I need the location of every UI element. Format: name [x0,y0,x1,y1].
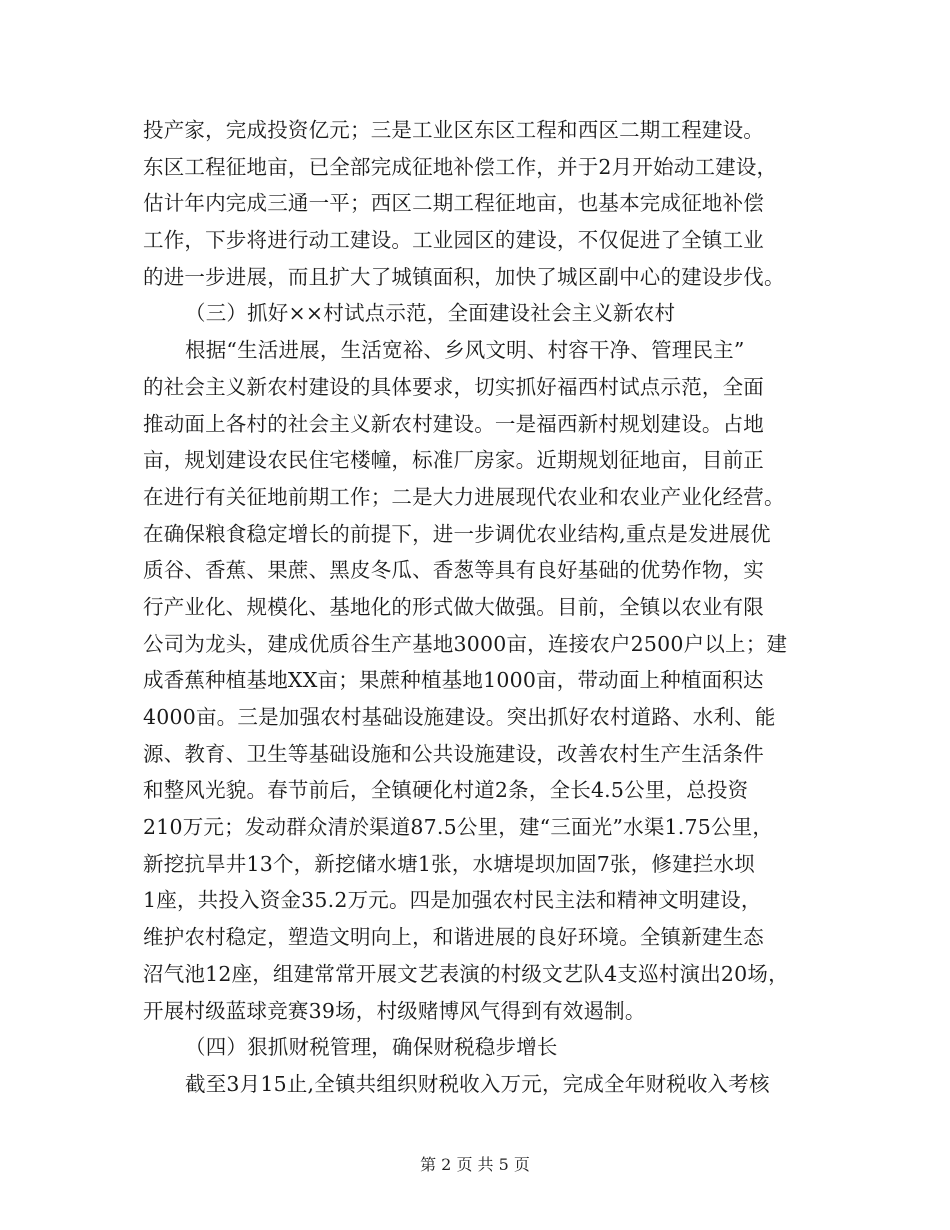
text-line: 源、教育、卫生等基础设施和公共设施建设，改善农村生产生活条件 [143,741,764,766]
page-number-footer: 第 2 页 共 5 页 [420,1155,530,1174]
text-line: 质谷、香蕉、果蔗、黑皮冬瓜、香葱等具有良好基础的优势作物，实 [143,558,764,583]
text-line: 在进行有关征地前期工作；二是大力进展现代农业和农业产业化经营。 [143,484,785,509]
text-line: 工作，下步将进行动工建设。工业园区的建设，不仅促进了全镇工业 [143,228,764,253]
text-line: 新挖抗旱井13个，新挖储水塘1张，水塘堤坝加固7张，修建拦水坝 [143,851,755,876]
text-line: 4000亩。三是加强农村基础设施建设。突出抓好农村道路、水利、能 [143,705,776,729]
text-line: 开展村级蓝球竞赛39场，村级赌博风气得到有效遏制。 [143,998,646,1023]
text-line: 公司为龙头，建成优质谷生产基地3000亩，连接农户2500户以上；建 [143,631,788,656]
section-heading-4: （四）狠抓财税管理，确保财税稳步增长 [185,1035,558,1060]
text-line: 维护农村稳定，塑造文明向上，和谐进展的良好环境。全镇新建生态 [143,925,764,950]
text-line: 1座，共投入资金35.2万元。四是加强农村民主法和精神文明建设， [143,888,762,913]
section-heading-3: （三）抓好××村试点示范，全面建设社会主义新农村 [185,301,676,326]
text-line: 的进一步进展，而且扩大了城镇面积，加快了城区副中心的建设步伐。 [143,264,785,289]
text-line: 和整风光貌。春节前后，全镇硬化村道2条，全长4.5公里，总投资 [143,778,749,803]
paragraph-start-line: 截至3月15止,全镇共组织财税收入万元，完成全年财税收入考核 [185,1071,770,1096]
text-line: 东区工程征地亩，已全部完成征地补偿工作，并于2月开始动工建设， [143,154,778,179]
text-line: 在确保粮食稳定增长的前提下，进一步调优农业结构,重点是发进展优 [143,521,771,546]
text-line: 亩，规划建设农民住宅楼幢，标准厂房家。近期规划征地亩，目前正 [143,448,764,473]
paragraph-start-line: 根据“生活进展，生活宽裕、乡风文明、村容干净、管理民主” [185,338,745,363]
document-body [143,112,823,1103]
text-line: 投产家，完成投资亿元；三是工业区东区工程和西区二期工程建设。 [143,118,764,142]
text-line: 成香蕉种植基地XX亩；果蔗种植基地1000亩，带动面上种植面积达 [143,668,764,693]
text-line: 210万元；发动群众清於渠道87.5公里，建“三面光”水渠1.75公里， [143,815,774,840]
text-line: 的社会主义新农村建设的具体要求，切实抓好福西村试点示范，全面 [143,374,764,399]
text-line: 估计年内完成三通一平；西区二期工程征地亩，也基本完成征地补偿 [143,191,764,216]
text-line: 行产业化、规模化、基地化的形式做大做强。目前，全镇以农业有限 [143,594,764,619]
text-line: 沼气池12座，组建常常开展文艺表演的村级文艺队4支巡村演出20场， [143,961,789,986]
text-line: 推动面上各村的社会主义新农村建设。一是福西新村规划建设。占地 [143,411,764,436]
